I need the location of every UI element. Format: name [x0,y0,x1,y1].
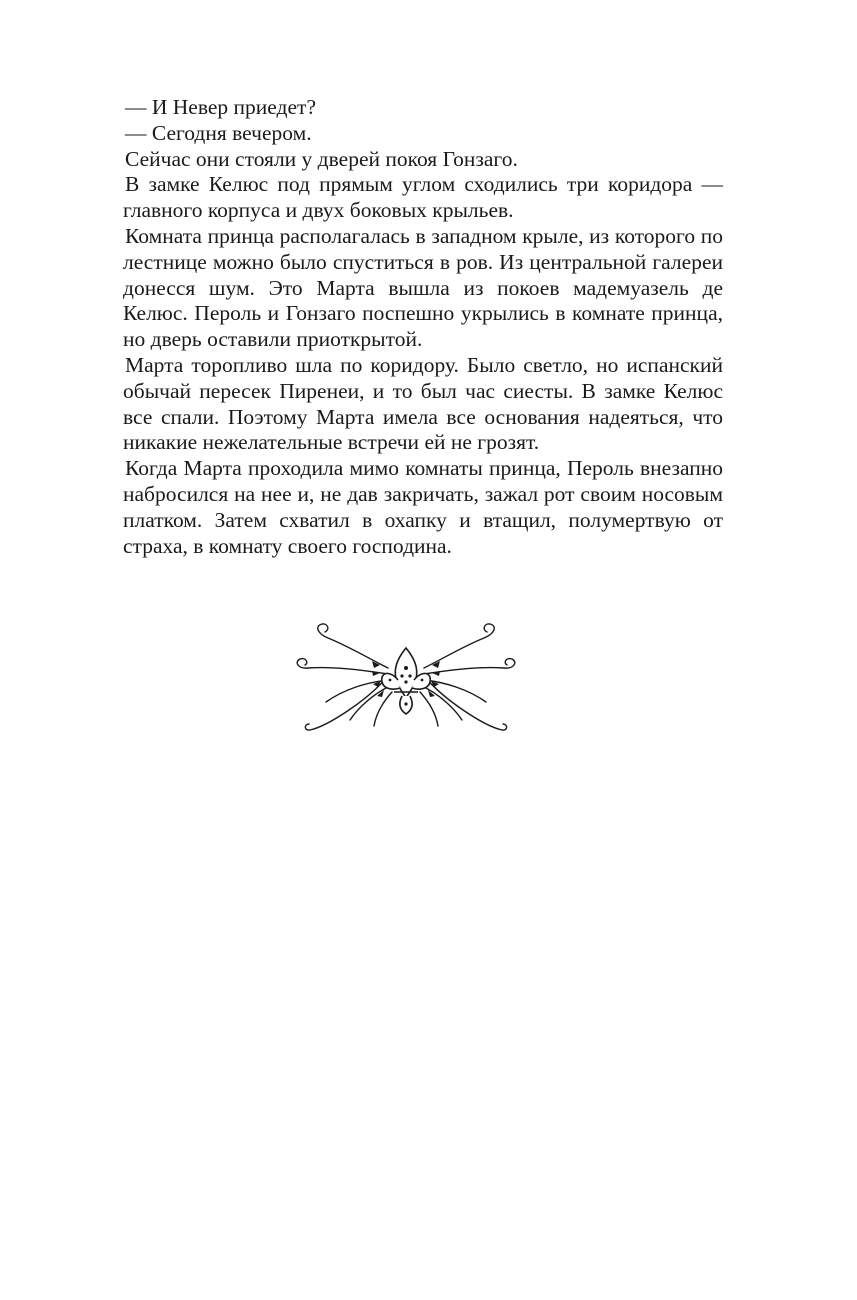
paragraph-7: Когда Марта проходила мимо комнаты принца, Пероль внезапно набросился на нее и, не дав закричать, зажал рот своим носовым платком. Затем схватил в охапку и втащил, полумертвую от страха, в комнату своего господина. [123,456,723,558]
paragraph-2: — Сегодня вечером. [125,120,312,145]
paragraph-4: В замке Келюс под прямым углом сходились три коридора — главного корпуса и двух боковых крыльев. [123,172,723,223]
paragraph-5: Комната принца располагалась в западном крыле, из которого по лестнице можно было спуститься в ров. Из центральной галереи донесся шум. Это Марта вышла из покоев мадемуазель де Келюс. Пероль и Гонзаго поспешно укрылись в комнате принца, но дверь оставили приоткрытой. [123,223,723,352]
body-text [123,95,723,559]
paragraph-6: Марта торопливо шла по коридору. Было светло, но испанский обычай пересек Пиренеи, и то был час сиесты. В замке Келюс все спали. Поэтому Марта имела все основания надеяться, что никакие нежелательные встречи ей не грозят. [123,352,723,455]
paragraph-3: Сейчас они стояли у дверей покоя Гонзаго. [125,146,518,171]
paragraph-1: — И Невер приедет? [125,95,316,119]
fleur-de-lis-flourish-icon [288,618,524,734]
